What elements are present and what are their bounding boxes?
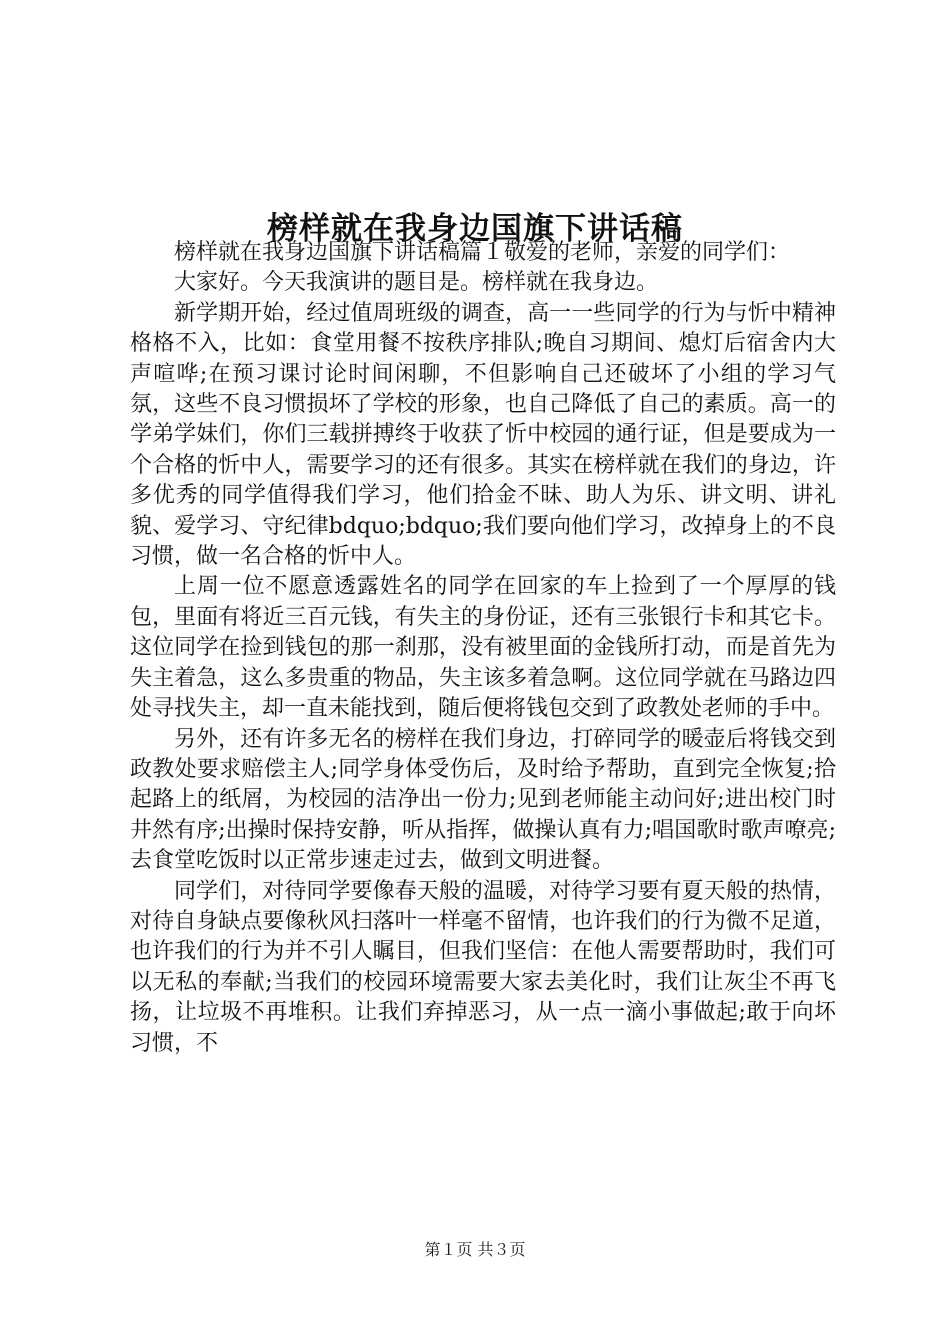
paragraph-body: 新学期开始，经过值周班级的调查，高一一些同学的行为与忻中精神格格不入，比如：食堂用餐不按秩序排队;晚自习期间、熄灯后宿舍内大声喧哗;在预习课讨论时间闲聊，不但影响自己还破坏了小组的学习气氛，这些不良习惯损坏了学校的形象，也自己降低了自己的素质。高一的学弟学妹们，你们三载拼搏终于收获了忻中校园的通行证，但是要成为一个合格的忻中人，需要学习的还有很多。其实在榜样就在我们的身边，许多优秀的同学值得我们学习，他们拾金不昧、助人为乐、讲文明、讲礼貌、爱学习、守纪律bdquo;bdquo;我们要向他们学习，改掉身上的不良习惯，做一名合格的忻中人。 <box>130 300 836 570</box>
paragraph-intro: 榜样就在我身边国旗下讲话稿篇１敬爱的老师，亲爱的同学们： <box>174 240 791 265</box>
paragraph-body: 上周一位不愿意透露姓名的同学在回家的车上捡到了一个厚厚的钱包，里面有将近三百元钱，有失主的身份证，还有三张银行卡和其它卡。这位同学在捡到钱包的那一刹那，没有被里面的金钱所打动，而是首先为失主着急，这么多贵重的物品，失主该多着急啊。这位同学就在马路边四处寻找失主，却一直未能找到，随后便将钱包交到了政教处老师的手中。 <box>130 574 836 722</box>
document-body <box>130 238 836 1059</box>
paragraph-greeting: 大家好。今天我演讲的题目是。榜样就在我身边。 <box>174 270 659 296</box>
document-title: 榜样就在我身边国旗下讲话稿 <box>267 210 683 247</box>
paragraph-body: 同学们，对待同学要像春天般的温暖，对待学习要有夏天般的热情，对待自身缺点要像秋风扫落叶一样毫不留情，也许我们的行为微不足道，也许我们的行为并不引人瞩目，但我们坚信：在他人需要帮助时，我们可以无私的奉献;当我们的校园环境需要大家去美化时，我们让灰尘不再飞扬，让垃圾不再堆积。让我们弃掉恶习，从一点一滴小事做起;敢于向坏习惯，不 <box>130 878 836 1056</box>
paragraph-body: 另外，还有许多无名的榜样在我们身边，打碎同学的暖壶后将钱交到政教处要求赔偿主人;同学身体受伤后，及时给予帮助，直到完全恢复;拾起路上的纸屑，为校园的洁净出一份力;见到老师能主动问好;进出校门时井然有序;出操时保持安静，听从指挥，做操认真有力;唱国歌时歌声嘹亮;去食堂吃饭时以正常步速走过去，做到文明进餐。 <box>130 726 836 874</box>
page-number-footer: 第１页 共３页 <box>424 1240 526 1259</box>
